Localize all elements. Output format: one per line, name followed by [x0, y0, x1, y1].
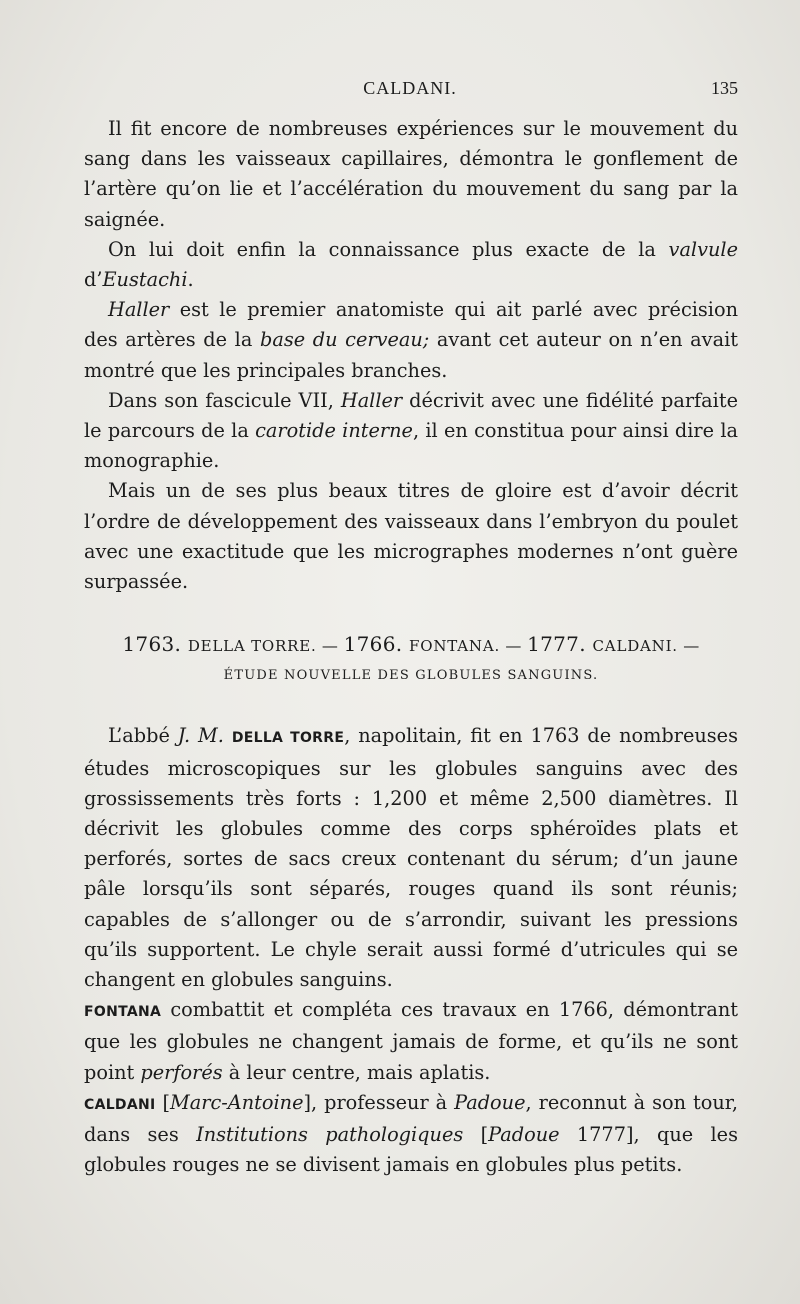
paragraph — [84, 386, 738, 477]
person-name: CALDANI — [84, 1096, 156, 1113]
paragraph-group-bottom — [84, 721, 738, 1180]
text-run: [ — [155, 1090, 171, 1114]
section-separator: — — [316, 636, 344, 656]
text-run: ], professeur à — [303, 1090, 455, 1114]
text-run: , napolitain, fit en 1763 de nombreuses études microscopiques sur les globules sanguins avec des grossissements très forts : 1,200 et même 2,500 diamètres. Il décrivit les globules comme des corps sphéroïdes plats et perforés, sortes de sacs creux contenant du sérum; d’un jaune pâle lorsqu’ils sont séparés, rouges quand ils sont réunis; capables de s’allonger ou de s’arrondir, suivant les pressions qu’ils supportent. Le chyle serait aussi formé d’utricules qui se changent en globules sanguins. — [84, 724, 738, 992]
section-year: 1763. — [122, 632, 188, 657]
text-run: combattit et compléta ces travaux en 1766, démontrant que les globules ne changent jamais de forme, et qu’ils ne sont point — [84, 998, 738, 1084]
section-name: CALDANI. — [592, 637, 678, 656]
section-separator: — — [500, 636, 528, 656]
running-head: CALDANI. — [363, 78, 457, 98]
text-run: Dans son fascicule VII, — [108, 388, 341, 412]
italic-run: perforés — [140, 1060, 223, 1084]
section-name: FONTANA. — [409, 637, 501, 656]
text-run: 1777], que les globules rouges ne se divisent jamais en globules plus petits. — [84, 1123, 738, 1177]
section-heading — [84, 633, 738, 691]
italic-run: Marc-Antoine — [170, 1090, 304, 1114]
text-run: à leur centre, mais aplatis. — [222, 1060, 491, 1084]
section-year: 1766. — [343, 632, 410, 657]
text-run: [ — [463, 1123, 489, 1147]
paragraph — [84, 235, 738, 295]
text-run: On lui doit enfin la connaissance plus exacte de la — [108, 237, 669, 261]
person-name: DELLA TORRE — [231, 730, 345, 747]
paragraph — [84, 295, 738, 386]
text-run: , reconnut à son tour, dans ses — [84, 1090, 738, 1147]
paragraph — [84, 721, 738, 995]
text-run: d’ — [84, 268, 103, 292]
italic-run: J. M. — [177, 724, 224, 748]
section-year: 1777. — [527, 632, 593, 657]
person-name: FONTANA — [84, 1004, 162, 1021]
text-run: Mais un de ses plus beaux titres de gloire est d’avoir décrit l’ordre de développement des vaisseaux dans l’embryon du poulet avec une exactitude que les micrographes modernes n’ont guère surpassée. — [84, 479, 738, 594]
text-run: est le premier anatomiste qui ait parlé avec précision des artères de la — [84, 298, 738, 352]
italic-run: Institutions pathologiques — [196, 1123, 464, 1147]
italic-run: carotide interne — [255, 419, 413, 443]
section-name: DELLA TORRE. — [187, 637, 317, 656]
text-run: . — [187, 268, 194, 292]
text-run: L’abbé — [108, 724, 178, 748]
text-run: , il en constitua pour ainsi dire la monographie. — [84, 419, 738, 473]
paragraph-group-top — [84, 114, 738, 597]
italic-run: valvule — [668, 237, 738, 261]
italic-run: Eustachi — [102, 268, 188, 292]
italic-run: base du cerveau; — [259, 328, 430, 352]
italic-run: Haller — [340, 388, 403, 412]
page-header — [82, 78, 738, 102]
paragraph — [84, 476, 738, 597]
text-run: Il fit encore de nombreuses expériences sur le mouvement du sang dans les vaisseaux capillaires, démontra le gonflement de l’artère qu’on lie et l’accélération du mouvement du sang par la saignée. — [84, 117, 738, 231]
text-run — [224, 724, 232, 747]
paragraph — [84, 114, 738, 235]
page-number: 135 — [711, 78, 738, 98]
section-separator: — — [677, 636, 700, 656]
paragraph — [84, 1088, 738, 1181]
paragraph — [84, 995, 738, 1088]
section-subtitle: ÉTUDE NOUVELLE DES GLOBULES SANGUINS. — [223, 668, 599, 684]
italic-run: Padoue — [454, 1090, 526, 1114]
section-title — [84, 633, 738, 657]
italic-run: Haller — [108, 298, 170, 322]
page-body — [84, 114, 738, 1181]
italic-run: Padoue — [488, 1123, 560, 1147]
text-run: décrivit avec une fidélité parfaite le parcours de la — [84, 388, 738, 443]
text-run: avant cet auteur on n’en avait montré que les principales branches. — [84, 328, 738, 382]
